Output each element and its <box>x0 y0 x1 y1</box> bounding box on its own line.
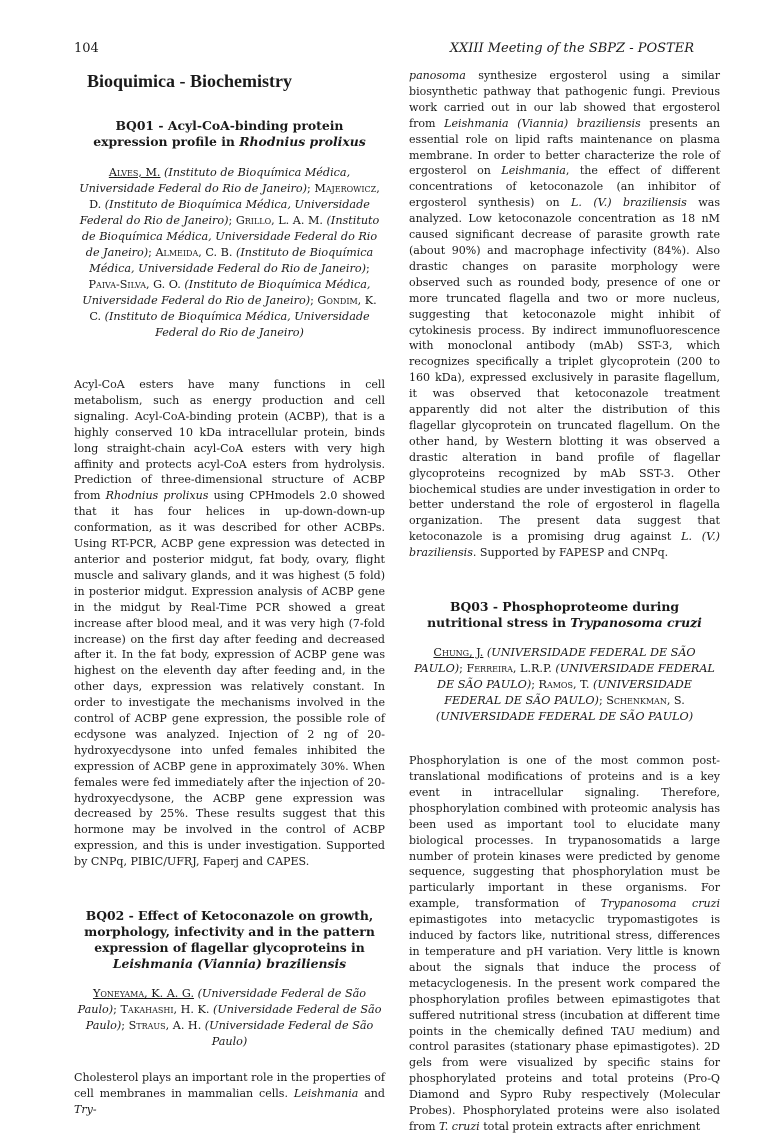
author-name: Gondim, K. C. <box>89 294 377 323</box>
author-institution: (Instituto de Bioquímica Médica, Universidade Federal do Rio de Janeiro) <box>101 310 370 339</box>
bq01-authors <box>76 165 383 341</box>
italic-run: Leishmania <box>501 164 566 178</box>
author-name: Chung, J. <box>433 646 484 660</box>
author-institution: (Instituto de Bioquímica Médica, Universidade Federal do Rio de Janeiro) <box>79 198 370 227</box>
author-separator: ; <box>306 182 315 195</box>
author-name: Grillo, L. A. M. <box>235 214 323 227</box>
author-name: Straus, A. H. <box>128 1019 202 1033</box>
author-separator: ; <box>365 262 370 275</box>
text-run: Phosphorylation is one of the most common post-translational modifications of proteins and is a key event in intracellular signaling. Therefore, phosphorylation combined with proteomic analysis has been used as important tool to elucidate many biological processes. In trypanosomatids a large number of protein kinases were predicted by genome sequence, suggesting that phosphorylation must be particularly important in these organisms. For example, transformation of <box>409 754 720 911</box>
text-run: . Supported by FAPESP and CNPq. <box>472 546 669 560</box>
text-run: epimastigotes into metacyclic trypomastigotes is induced by factors like, nutritional stress, differences in temperature and pH variation. Very little is known about the signals that induce the process of metacyclogenesis. In the present work compared the phosphorylation profiles between epimastigotes that suffered nutritional stress (incubation at different time points in the chemically defined TAU medium) and control parasites (stationary phase epimastigotes). 2D gels from were visualized by specific stains for phosphorylated proteins and total proteins (Pro-Q Diamond and Sypro Ruby respectively (Molecular Probes). Phosphorylated proteins were also isolated from <box>409 913 720 1133</box>
text-run: using CPHmodels 2.0 showed that it has four helices in up-down-down-up conformation, as it was described for other ACBPs. Using RT-PCR, ACBP gene expression was detected in anterior and posterior midgut, fat body, ovary, flight muscle and salivary glands, and it was highest (5 fold) in posterior midgut. Expression analysis of ACBP gene in the midgut by Real-Time PCR showed a great increase after blood meal, and it was very high (7-fold increase) on the first day after feeding and decreased after it. In the fat body, expression of ACBP gene was highest on the eleventh day after feeding and, in the other days, expression was relatively constant. In order to investigate the mechanisms involved in the control of ACBP gene expression, the possible role of ecdysone was analyzed. Injection of 2 ng of 20-hydroxyecdysone into unfed females inhibited the expression of ACBP gene in approximately 30%. When females were fed immediately after the injection of 20-hydroxyecdysone, the ACBP gene expression was decreased by 25%. These results suggest that this hormone may be involved in the control of ACBP expression, and this is under investigation. Supported by CNPq, PIBIC/UFRJ, Faperj and CAPES. <box>74 489 386 869</box>
author-name: Majerowicz, D. <box>89 182 380 211</box>
text-run: Acyl-CoA esters have many functions in cell metabolism, such as energy production and cell signaling. Acyl-CoA-binding protein (ACBP), that is a highly conserved 10 kDa intracellular protein, binds long straight-chain acyl-CoA esters with very high affinity and protects acyl-CoA esters from hydrolysis. Prediction of three-dimensional structure of ACBP from <box>74 378 385 503</box>
bq01-body <box>74 377 385 870</box>
italic-run: Leishmania (Viannia) braziliensis <box>444 116 641 130</box>
author-separator: ; <box>598 694 607 708</box>
conference-title: XXIII Meeting of the SBPZ - POSTER <box>449 41 694 56</box>
italic-run: L. (V.) braziliensis <box>571 196 687 210</box>
page-number: 104 <box>74 41 99 56</box>
italic-run: Try- <box>74 1102 97 1116</box>
italic-run: Rhodnius prolixus <box>105 489 209 503</box>
bq03-body <box>409 753 720 1135</box>
bq02-authors <box>76 986 383 1050</box>
author-name: Ramos, T. <box>538 678 590 692</box>
bq02-body-continued <box>409 68 720 561</box>
author-institution: (Instituto de Bioquímica Médica, Universidade Federal do Rio de Janeiro) <box>89 246 374 275</box>
author-name: Ferreira, L.R.P. <box>466 662 552 676</box>
text-run: and <box>358 1087 385 1100</box>
author-separator: ; <box>148 246 156 259</box>
bq03-title: BQ03 - Phosphoproteome during nutritional stress in Trypanosoma cruzi <box>427 599 702 631</box>
text-run: Cholesterol plays an important role in the properties of cell membranes in mammalian cells. <box>74 1071 385 1100</box>
author-name: Paiva-Silva, G. O. <box>88 278 181 291</box>
author-separator: ; <box>310 294 318 307</box>
author-separator: ; <box>459 662 467 676</box>
right-column <box>409 68 720 1135</box>
text-run: presents an essential role on lipid rafts maintenance on plasma membrane. In order to better characterize the role of ergosterol on <box>409 116 720 178</box>
italic-run: Leishmania <box>293 1087 359 1100</box>
left-column <box>74 68 385 1118</box>
author-name: Takahashi, H. K. <box>120 1003 210 1017</box>
author-institution: (Instituto de Bioquímica Médica, Universidade Federal do Rio de Janeiro) <box>81 214 380 259</box>
author-name: Schenkman, S. <box>606 694 685 708</box>
author-separator: ; <box>121 1019 129 1033</box>
bq02-body-start <box>74 1070 385 1118</box>
text-run: synthesize ergosterol using a similar biosynthetic pathway that pathogenic fungi. Previous work carried out in our lab showed that ergosterol from <box>409 69 720 130</box>
italic-run: T. cruzi <box>439 1119 480 1133</box>
bq03-authors <box>411 645 718 725</box>
author-separator: ; <box>113 1003 121 1017</box>
author-name: Yoneyama, K. A. G. <box>92 987 195 1001</box>
author-institution: (UNIVERSIDADE FEDERAL DE SÃO PAULO) <box>437 662 715 692</box>
text-run: was analyzed. Low ketoconazole concentration as 18 nM caused significant decrease of parasite growth rate (about 90%) and macrophage infectivity (84%). Also drastic changes on parasite morphology were observed such as rounded body, presence of one or more truncated flagella and two or more nucleus, suggesting that ketoconazole might inhibit of cytokinesis process. By indirect immunofluorescence with monoclonal antibody (mAb) SST-3, which recognizes specifically a triplet glycoprotein (200 to 160 kDa), expressed exclusively in parasite flagellum, it was observed that ketoconazole treatment apparently did not alter the distribution of this flagellar glycoprotein on truncated flagellum. On the other hand, by Western blotting it was observed a drastic alteration in band profile of flagellar glycoproteins recognized by mAb SST-3. Other biochemical studies are under investigation in order to better understand the role of ergosterol in flagella organization. The present data suggest that ketoconazole is a promising drug against <box>409 196 720 544</box>
text-run: , the effect of different concentrations of ketoconazole (an inhibitor of ergosterol synthesis) on <box>409 164 720 210</box>
italic-run: L. (V.) braziliensis <box>409 530 720 560</box>
text-run: total protein extracts after enrichment <box>479 1119 701 1133</box>
author-institution: (Instituto de Bioquímica Médica, Universidade Federal do Rio de Janeiro) <box>82 278 371 307</box>
author-institution: (UNIVERSIDADE FEDERAL DE SÃO PAULO) <box>444 678 692 708</box>
author-separator: ; <box>531 678 539 692</box>
section-title: Bioquimica - Biochemistry <box>87 71 292 91</box>
page-header <box>74 40 694 58</box>
italic-run: panosoma <box>409 69 466 82</box>
author-name: Almeida, C. B. <box>155 246 233 259</box>
bq01-title: BQ01 - Acyl-CoA-binding protein expression profile in Rhodnius prolixus <box>93 118 366 149</box>
author-institution: (UNIVERSIDADE FEDERAL DE SÃO PAULO) <box>414 646 696 676</box>
author-name: Alves, M. <box>108 166 161 179</box>
author-separator: ; <box>228 214 236 227</box>
author-institution: (Universidade Federal de São Paulo) <box>201 1019 374 1049</box>
author-institution: (Universidade Federal de São Paulo) <box>77 987 367 1017</box>
author-institution: (Instituto de Bioquímica Médica, Universidade Federal do Rio de Janeiro) <box>79 166 351 195</box>
author-institution: (UNIVERSIDADE FEDERAL DE SÃO PAULO) <box>435 710 694 724</box>
bq02-title: BQ02 - Effect of Ketoconazole on growth, morphology, infectivity and in the pattern expression of flagellar glycoproteins in Leishmania (Viannia) braziliensis <box>84 908 375 972</box>
author-institution: (Universidade Federal de São Paulo) <box>85 1003 382 1033</box>
italic-run: Trypanosoma cruzi <box>600 897 720 911</box>
